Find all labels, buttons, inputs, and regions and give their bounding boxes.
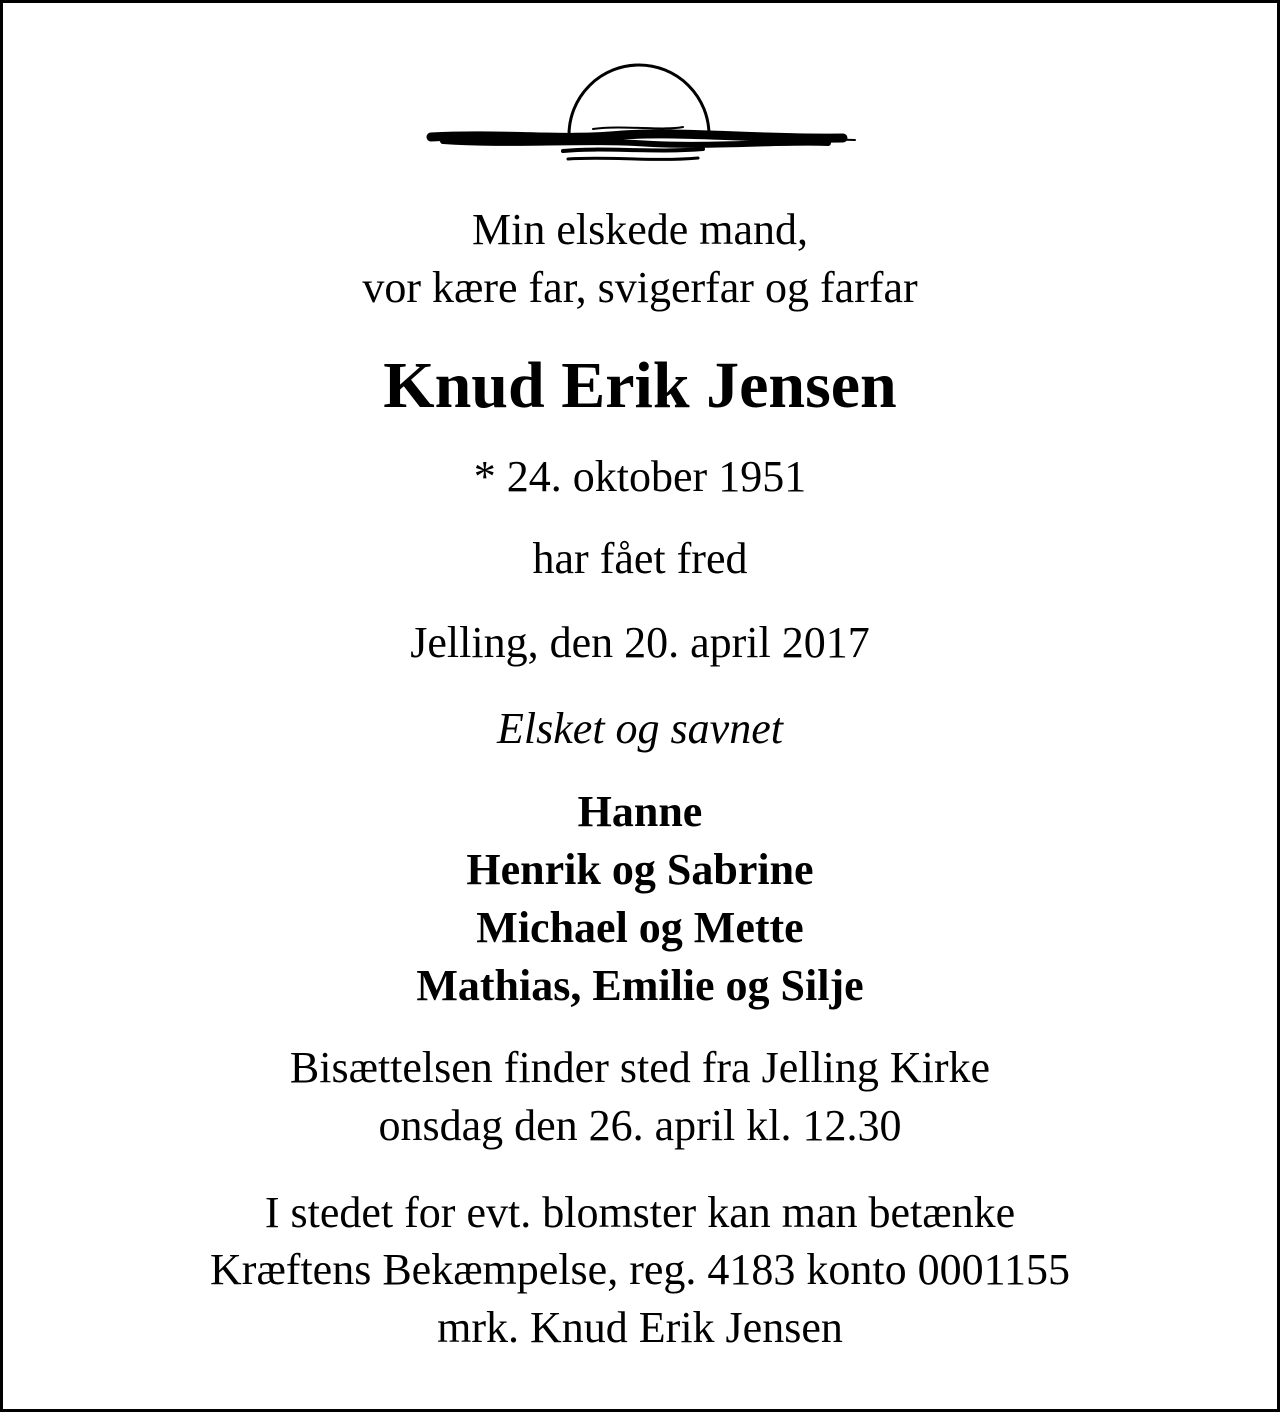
family-member: Michael og Mette <box>476 903 804 952</box>
birth-date: * 24. oktober 1951 <box>473 452 807 501</box>
family-member: Hanne <box>577 787 703 836</box>
passed-text: har fået fred <box>532 534 748 583</box>
donation-line-2: Kræftens Bekæmpelse, reg. 4183 konto 0001155 <box>210 1245 1070 1294</box>
funeral-line-2: onsdag den 26. april kl. 12.30 <box>378 1101 902 1150</box>
place-date: Jelling, den 20. april 2017 <box>410 618 870 667</box>
family-member: Henrik og Sabrine <box>466 845 814 894</box>
intro-line-1: Min elskede mand, <box>471 205 809 254</box>
setting-sun-icon <box>423 61 863 173</box>
family-member: Mathias, Emilie og Silje <box>416 961 864 1010</box>
funeral-line-1: Bisættelsen finder sted fra Jelling Kirke <box>289 1043 991 1092</box>
intro-line-2: vor kære far, svigerfar og farfar <box>362 263 918 312</box>
donation-line-1: I stedet for evt. blomster kan man betænke <box>264 1188 1016 1237</box>
donation-line-3: mrk. Knud Erik Jensen <box>437 1303 843 1352</box>
sentiment: Elsket og savnet <box>497 704 783 753</box>
deceased-name: Knud Erik Jensen <box>383 349 897 422</box>
